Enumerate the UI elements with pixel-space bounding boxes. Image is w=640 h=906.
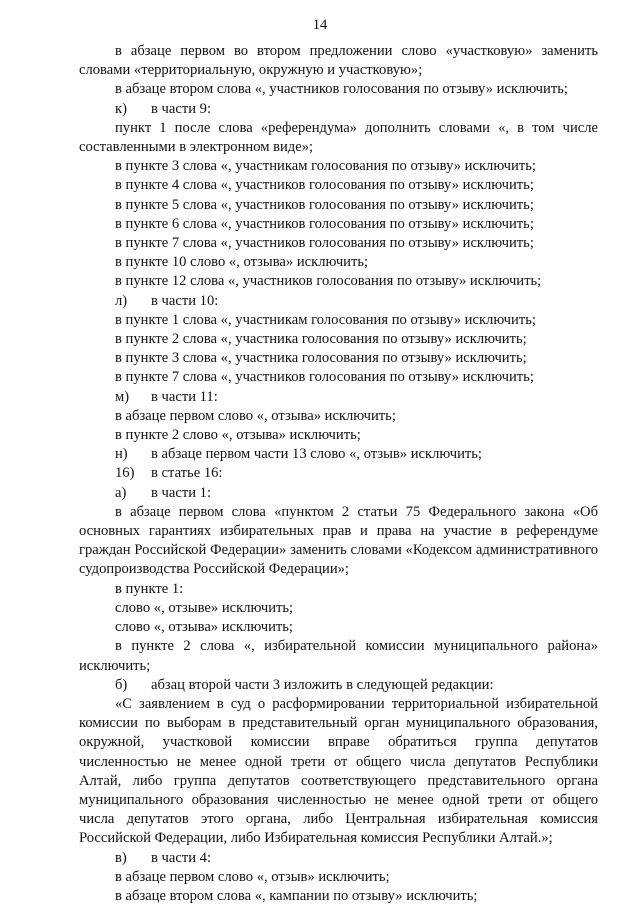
item-label: а) [115, 484, 127, 501]
paragraph: в пункте 1: [115, 580, 184, 597]
paragraph: в пункте 7 слова «, участников голосования по отзыву» исключить; [115, 235, 534, 252]
item-label: н) [115, 446, 128, 463]
paragraph: в пункте 2 слово «, отзыва» исключить; [115, 427, 361, 444]
list-item [79, 849, 598, 868]
list-item [79, 484, 598, 503]
paragraph: в абзаце первом слово «, отзыва» исключить; [115, 407, 396, 424]
paragraph: в абзаце втором слова «, кампании по отзыву» исключить; [115, 887, 478, 904]
paragraph: в абзаце втором слова «, участников голосования по отзыву» исключить; [115, 81, 568, 98]
list-item [79, 100, 598, 119]
paragraph: в пункте 6 слова «, участников голосования по отзыву» исключить; [115, 215, 534, 232]
item-label: к) [115, 100, 127, 117]
item-label: 16) [115, 465, 135, 482]
paragraph: в пункте 7 слова «, участников голосования по отзыву» исключить; [115, 369, 534, 386]
item-text: в статье 16: [151, 465, 223, 482]
list-item [79, 292, 598, 311]
paragraph: в абзаце первом слово «, отзыв» исключить; [115, 868, 390, 885]
paragraph: слово «, отзыве» исключить; [115, 599, 294, 616]
paragraph: в абзаце первом во втором предложении слово «участковую» заменить словами «территориальную, окружную и участковую»; [79, 43, 598, 79]
document-body [79, 42, 598, 906]
item-text: в части 9: [151, 100, 212, 117]
list-item [79, 676, 598, 695]
item-label: б) [115, 676, 128, 693]
item-label: л) [115, 292, 128, 309]
item-text: в абзаце первом части 13 слово «, отзыв» исключить; [151, 446, 482, 463]
page-number: 14 [312, 17, 328, 33]
list-item [79, 388, 598, 407]
list-item [79, 445, 598, 464]
item-text: в части 10: [151, 292, 219, 309]
paragraph: в пункте 4 слова «, участников голосования по отзыву» исключить; [115, 177, 534, 194]
paragraph: пункт 1 после слова «референдума» дополнить словами «, в том числе составленными в электронном виде»; [79, 119, 598, 156]
item-text: абзац второй части 3 изложить в следующей редакции: [151, 676, 494, 693]
paragraph: в пункте 5 слова «, участников голосования по отзыву» исключить; [115, 196, 534, 213]
paragraph: в пункте 1 слова «, участникам голосования по отзыву» исключить; [115, 311, 536, 328]
item-text: в части 1: [151, 484, 212, 501]
quoted-paragraph: «С заявлением в суд о расформировании территориальной избирательной комиссии по выборам в представительный орган муниципального образования, окружной, участковой комиссии вправе обратиться группа депутатов численностью не менее одной трети от общего числа депутатов Республики Алтай, либо группа депутатов соответствующего представительного органа муниципального образования численностью не менее одной трети от общего числа депутатов этого органа, либо Центральная избирательная комиссия Российской Федерации, либо Избирательная комиссия Республики Алтай.»; [79, 695, 598, 847]
paragraph: в пункте 12 слова «, участников голосования по отзыву» исключить; [115, 273, 542, 290]
paragraph: слово «, отзыва» исключить; [115, 619, 293, 636]
list-item [79, 464, 598, 483]
paragraph: в пункте 2 слова «, избирательной комиссии муниципального района» исключить; [79, 638, 598, 674]
paragraph: в пункте 3 слова «, участника голосования по отзыву» исключить; [115, 350, 527, 367]
paragraph: в пункте 3 слова «, участникам голосования по отзыву» исключить; [115, 158, 536, 175]
item-label: м) [115, 388, 130, 405]
item-label: в) [115, 849, 127, 866]
paragraph: в пункте 2 слова «, участника голосования по отзыву» исключить; [115, 331, 527, 348]
item-text: в части 11: [151, 388, 218, 405]
paragraph: в пункте 10 слово «, отзыва» исключить; [115, 254, 369, 271]
item-text: в части 4: [151, 849, 212, 866]
paragraph: в абзаце первом слова «пунктом 2 статьи 75 Федерального закона «Об основных гарантиях избирательных прав и права на участие в референдуме граждан Российской Федерации» заменить словами «Кодексом административного судопроизводства Российской Федерации»; [79, 503, 598, 578]
